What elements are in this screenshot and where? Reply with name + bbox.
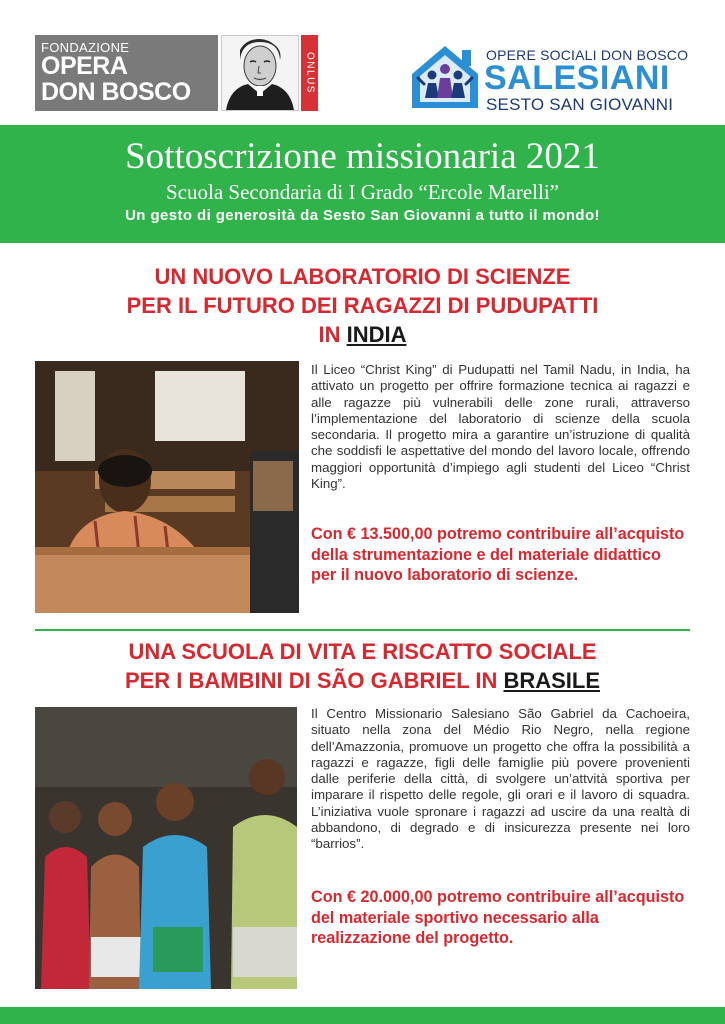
brasile-country-label: BRASILE xyxy=(503,668,601,693)
india-description: Il Liceo “Christ King” di Pudupatti nel Tamil Nadu, in India, ha attivato un progetto per offrire formazione tecnica ai ragazzi e alle ragazze più vulnerabili delle zone rurali, attraverso l’implementazione del laboratorio di scienze della scuola secondaria. Il progetto mira a garantire un’istruzione di qualità che soddisfi le aspettative del mondo del lavoro locale, offrendo maggiori opportunità d’impiego agli studenti del Liceo “Christ King”. xyxy=(311,362,690,492)
fob-logo-box xyxy=(35,35,218,111)
fob-logo-line1: OPERA xyxy=(41,52,128,80)
section-divider xyxy=(35,629,690,631)
house-family-icon xyxy=(410,40,480,110)
brasile-description: Il Centro Missionario Salesiano São Gabriel da Cachoeira, situato nella zona del Médio Rio Negro, nella regione dell’Amazzonia, promuove un progetto che offra la possibilità a ragazzi e ragazze, figli delle famiglie più povere provenienti dalle periferie della città, di svolgere un’attvità sportiva per imparare il rispetto delle regole, gli orari e il lavoro di squadra. L’iniziativa vuole spronare i ragazzi ad uscire da una realtà di abbandono, di degrado e di insicurezza presente nei loro “barrios”. xyxy=(311,706,690,852)
don-bosco-portrait xyxy=(221,35,299,111)
brasile-heading-prefix: PER I BAMBINI DI SÃO GABRIEL IN xyxy=(124,668,504,693)
fob-logo-line2: DON BOSCO xyxy=(41,78,191,106)
india-heading-line2: PER IL FUTURO DEI RAGAZZI DI PUDUPATTI xyxy=(126,293,599,318)
salesiani-top-text: OPERE SOCIALI DON BOSCO xyxy=(486,47,689,63)
brasile-funding-callout: Con € 20.000,00 potremo contribuire all’acquisto del materiale sportivo necessario alla realizzazione del progetto. xyxy=(311,888,685,948)
banner-subtitle: Scuola Secondaria di I Grado “Ercole Marelli” xyxy=(165,180,559,204)
footer-bar xyxy=(0,1007,725,1024)
brasile-children-photo xyxy=(35,707,297,989)
india-heading-line1: UN NUOVO LABORATORIO DI SCIENZE xyxy=(154,264,571,289)
fob-logo-small-text: FONDAZIONE xyxy=(41,40,130,55)
onlus-label: ONLUS xyxy=(304,52,315,94)
onlus-tag xyxy=(301,35,318,111)
brasile-heading-line2 xyxy=(0,666,725,695)
banner-title: Sottoscrizione missionaria 2021 xyxy=(125,136,600,177)
salesiani-logo xyxy=(410,40,695,112)
india-students-photo xyxy=(35,361,299,613)
india-country-label: INDIA xyxy=(346,322,407,347)
brasile-section-heading xyxy=(0,637,725,695)
fondazione-opera-don-bosco-logo xyxy=(35,35,318,111)
india-funding-callout: Con € 13.500,00 potremo contribuire all’acquisto della strumentazione e del materiale didattico per il nuovo laboratorio di scienze. xyxy=(311,525,685,585)
india-section-heading xyxy=(0,262,725,349)
banner-tagline: Un gesto di generosità da Sesto San Giovanni a tutto il mondo! xyxy=(125,207,600,224)
salesiani-bottom-text: SESTO SAN GIOVANNI xyxy=(486,95,674,114)
india-heading-prefix: IN xyxy=(318,322,347,347)
title-banner xyxy=(0,125,725,243)
salesiani-wordmark: SALESIANI xyxy=(484,59,670,97)
brasile-heading-line1: UNA SCUOLA DI VITA E RISCATTO SOCIALE xyxy=(128,639,597,664)
india-heading-line3 xyxy=(0,320,725,349)
